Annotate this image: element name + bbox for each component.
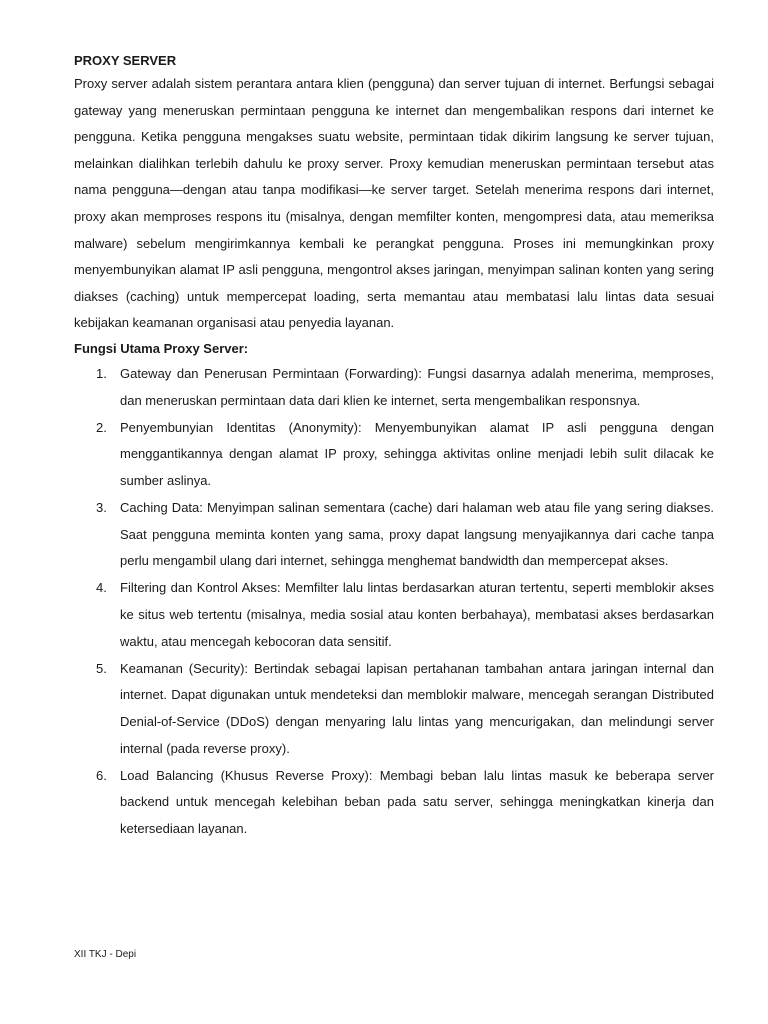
list-item [74,575,714,655]
intro-paragraph: Proxy server adalah sistem perantara antara klien (pengguna) dan server tujuan di internet. Berfungsi sebagai gateway yang meneruskan permintaan pengguna ke internet dan mengembalikan respons dari internet ke pengguna. Ketika pengguna mengakses suatu website, permintaan tidak dikirim langsung ke server tujuan, melainkan dialihkan terlebih dahulu ke proxy server. Proxy kemudian meneruskan permintaan tersebut atas nama pengguna—dengan atau tanpa modifikasi—ke server target. Setelah menerima respons dari internet, proxy akan memproses respons itu (misalnya, dengan memfilter konten, mengompresi data, atau memeriksa malware) sebelum mengirimkannya kembali ke perangkat pengguna. Proses ini memungkinkan proxy menyembunyikan alamat IP asli pengguna, mengontrol akses jaringan, menyimpan salinan konten yang sering diakses (caching) untuk mempercepat loading, serta memantau atau membatasi lalu lintas data sesuai kebijakan keamanan organisasi atau penyedia layanan. [74,76,714,331]
list-item [74,361,714,414]
list-item-number: 3. [96,500,107,516]
list-item [74,656,714,762]
list-item-number: 6. [96,767,107,783]
list-item-text: Load Balancing (Khusus Reverse Proxy): Membagi beban lalu lintas masuk ke beberapa server backend untuk mencegah kelebihan beban pada satu server, sehingga meningkatkan kinerja dan ketersediaan layanan. [120,767,714,836]
list-item [74,763,714,843]
list-item [74,415,714,495]
list-item-text: Keamanan (Security): Bertindak sebagai lapisan pertahanan tambahan antara jaringan internal dan internet. Dapat digunakan untuk mendeteksi dan memblokir malware, mencegah serangan Distributed Denial-of-Service (DDoS) dengan menyaring lalu lintas yang mencurigakan, dan melindungi server internal (pada reverse proxy). [120,660,714,756]
document-title: PROXY SERVER [74,53,177,68]
list-item-text: Caching Data: Menyimpan salinan sementara (cache) dari halaman web atau file yang sering diakses. Saat pengguna meminta konten yang sama, proxy dapat langsung menyajikannya dari cache tanpa perlu mengambil ulang dari internet, sehingga menghemat bandwidth dan mempercepat akses. [120,500,714,569]
list-item-number: 2. [96,419,107,435]
section-title: Fungsi Utama Proxy Server: [74,340,249,356]
list-item-number: 4. [96,580,107,596]
list-item-text: Penyembunyian Identitas (Anonymity): Menyembunyikan alamat IP asli pengguna dengan menggantikannya dengan alamat IP proxy, sehingga aktivitas online menjadi lebih sulit dilacak ke sumber aslinya. [120,419,714,488]
functions-list [74,361,714,843]
page-footer: XII TKJ - Depi [74,949,137,960]
document-page [74,51,714,843]
list-item-text: Gateway dan Penerusan Permintaan (Forwarding): Fungsi dasarnya adalah menerima, memproses, dan meneruskan permintaan data dari klien ke internet, serta mengembalikan responsnya. [120,365,714,408]
list-item-number: 5. [96,660,107,676]
list-item [74,495,714,575]
list-item-text: Filtering dan Kontrol Akses: Memfilter lalu lintas berdasarkan aturan tertentu, seperti memblokir akses ke situs web tertentu (misalnya, media sosial atau konten berbahaya), membatasi akses berdasarkan waktu, atau mencegah kebocoran data sensitif. [120,580,714,649]
list-item-number: 1. [96,365,107,381]
